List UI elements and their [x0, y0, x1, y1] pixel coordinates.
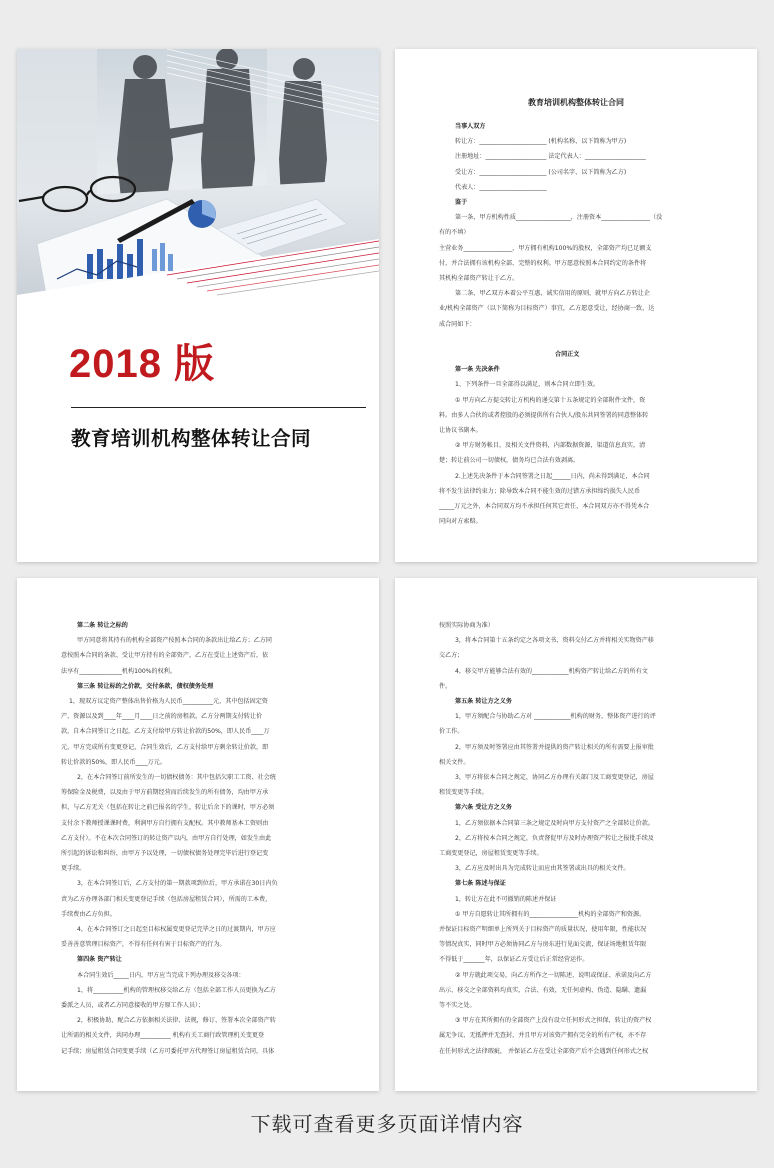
text-line: 2，积极协助、配合乙方依据相关法律、法规，修订、签署本次全部资产转 [77, 1017, 276, 1025]
text-line: 1，乙方须依据本合同第三条之规定及时向甲方支付资产之全部转让价款。 [455, 819, 654, 827]
edition-label: 2018 版 [69, 342, 216, 386]
text-line: ① 甲方自愿转让其所拥有的________________机构的全部资产和资源。 [455, 910, 646, 918]
text-line: 2，甲方须及时签署应由其签署并提供的资产转让相关的所有需要上报审批 [455, 743, 654, 751]
text-line: 属无争议、无抵押并无查封，并且甲方对该资产拥有完全的所有产权，亦不存 [439, 1032, 647, 1040]
contract-title: 教育培训机构整体转让合同 [528, 98, 624, 107]
text-line: 元，甲方完成所有变更登记，合同生效后，乙方支付给甲方剩余转让价款，即 [61, 743, 269, 751]
text-line: 转让方：______________________ (机构名称、以下简称为甲方) [455, 138, 627, 146]
text-line: 所引起的诉讼和纠纷，由甲方予以处理，一切债权债务处理完毕后进行登记变 [61, 850, 269, 857]
section-heading: 第七条 陈述与保证 [455, 880, 506, 888]
text-line: 委派之人员，或者乙方同意接收的甲方原工作人员）； [61, 1002, 205, 1009]
text-line: 1、下列条件一旦全部得以满足，则本合同立即生效。 [455, 381, 600, 389]
text-line: 代表人：______________________ [455, 183, 547, 191]
contract-page-2 [395, 49, 757, 562]
text-line: 4，移交甲方能够合法有效的____________机构资产转让给乙方的所有文 [455, 667, 648, 675]
text-line: 按照实际协商为准） [439, 622, 494, 629]
text-line: 第二条、甲乙双方本着公平互惠、诚实信用的原则，就甲方向乙方转让企 [455, 290, 650, 298]
text-line: 相关文件。 [439, 758, 470, 766]
text-line: 第一条、甲方机构性质__________________，注册资本________________（没 [455, 214, 663, 222]
text-line: 成合同如下： [439, 320, 476, 328]
text-line: 乙方支付）。不在本次合同签订的转让资产以内，由甲方自行处理，如发生由此 [61, 834, 272, 842]
text-line: 等不实之处。 [439, 1002, 476, 1009]
text-line: 不得低于_______年，以保证乙方受让后正常经营运作。 [439, 956, 589, 964]
text-line: 担，与乙方无关（包括在转让之前已报名的学生，转让后余下的课时，甲方必须 [61, 804, 275, 812]
download-hint: 下载可查看更多页面详情内容 [250, 1112, 524, 1136]
text-line: 让所需的相关文件，共同办理__________ 机构有关工商行政管理机关变更登 [61, 1032, 265, 1040]
cover-photo [17, 49, 379, 299]
text-line: 责为乙方办理各部门相关变更登记手续（包括房屋租赁合同），所需的工本费， [61, 895, 272, 903]
text-line: 同向对方索赔。 [439, 518, 482, 526]
section-heading: 第一条 先决条件 [455, 366, 500, 374]
text-line: 甲方同意将其持有的机构全部资产按照本合同的条款出让给乙方；乙方同 [77, 637, 272, 645]
text-line: 1，现双方议定资产整体出售价格为人民币__________元，其中包括固定资 [69, 698, 268, 705]
text-line: 付，并合法拥有该机构全部、完整的权利。甲方愿意按照本合同约定的条件将 [439, 259, 647, 267]
text-line: 支付余下教师授课课时费，利润甲方自行拥有支配权。其中教师基本工资则由 [61, 819, 269, 827]
text-line: 1，将__________机构的管理权移交给乙方（包括全部工作人员更换为乙方 [77, 986, 276, 994]
text-line: 法享有______________机构100%的权利。 [61, 667, 176, 675]
text-line: 4，在本合同签订之日起至目标权属变更登记完毕之日的过渡期内，甲方应 [77, 926, 276, 933]
text-line: 楚；转让前公司一切债权，债务均已合法有效剥离。 [439, 457, 580, 465]
cover-page [17, 49, 379, 562]
text-line: 3，将本合同第十五条约定之各项文书、资料交付乙方并将相关实物资产移 [455, 637, 654, 645]
text-line: 本合同生效后_____日内，甲方应当完成下列办理及移交各项： [77, 971, 245, 979]
section-heading: 第四条 资产转让 [77, 956, 122, 964]
text-line: 工商变更登记，房屋租赁变更等手续。 [439, 850, 543, 857]
text-line: 3，在本合同签订后，乙方支付的第一期款项到位后，甲方承诺在30日内负 [77, 880, 278, 888]
text-line: 主营业务________________，甲方拥有机构100%的股权，全部资产均已足额支 [439, 244, 652, 252]
text-line: 出示、移交之全部资料均真实、合法、有效，无任何虚构、伪造、隐瞒、遗漏 [439, 986, 647, 994]
text-line: 款，自本合同签订之日起，乙方支付给甲方转让价款的50%，即人民币____万 [61, 728, 270, 736]
text-line: ② 甲方财务帐目，及相关文件资料，内部数据资源，渠道信息真实，清 [455, 442, 646, 450]
text-line: 记手续；房屋租赁合同变更手续（乙方可委托甲方代理签订房屋租赁合同，具体 [61, 1047, 275, 1055]
text-line: 2，乙方将按本合同之规定，负责督促甲方及时办理资产转让之报批手续及 [455, 834, 654, 842]
section-heading: 合同正文 [555, 351, 580, 358]
section-heading: 第三条 转让标的之价款，交付条款，债权债务处理 [77, 682, 214, 690]
text-line: 交乙方； [439, 652, 464, 660]
text-line: 价工作。 [439, 728, 464, 736]
text-line: ③ 甲方在其所拥有的全部资产上没有设立任何形式之担保，转让的资产权 [455, 1017, 652, 1025]
cover-photo-illustration [17, 49, 379, 299]
cover-title: 教育培训机构整体转让合同 [71, 427, 312, 450]
text-line: 受让方：______________________ (公司名字、以下简称为乙方) [455, 168, 627, 176]
text-line: 2.上述先决条件于本合同签署之日起______日内，尚未得到满足，本合同 [455, 472, 650, 480]
text-line: _____万元之外，本合同双方均不承担任何其它责任，本合同双方亦不得凭本合 [439, 503, 650, 510]
text-line: 1，转让方在此不可撤销的陈述并保证 [455, 895, 557, 903]
section-heading: 第五条 转让方之义务 [455, 698, 512, 705]
section-heading: 第二条 转让之标的 [77, 622, 128, 629]
text-line: 料。由多人合伙的或者控股的必须提供所有合伙人/股东共同签署的同意整体转 [439, 411, 649, 419]
text-line: 1，甲方须配合与协助乙方对 ____________机构的财务，整体资产进行的评 [455, 713, 656, 721]
text-line: 在任何形式之法律瑕疵， 并保证乙方在受让全部资产后不会遇到任何形式之权 [439, 1047, 649, 1055]
text-line: 将不发生法律约束力；除导致本合同不能生效的过错方承担缔约损失人民币 [439, 487, 641, 495]
text-line: 转让价款的50%，即人民币____万元。 [61, 758, 166, 766]
text-line: 2，在本合同签订前所发生的一切债权债务：其中包括欠职工工资、社会统 [77, 774, 276, 781]
text-line: ① 甲方向乙方提交转让方机构的递交第十五条规定的全部附件文件，资 [455, 396, 646, 404]
text-line: 并保证目标资产明细单上所列关于目标资产的质量状况，使用年限，性能状况 [439, 926, 647, 933]
text-line: 有的不填） [439, 229, 470, 237]
contract-page-4 [395, 578, 757, 1091]
section-heading: 当事人双方 [455, 123, 486, 130]
text-line: 产、资源以及到____年____月____日之前的房租款。乙方分两期支付转让价 [61, 713, 263, 721]
text-line: 租赁变更等手续。 [439, 789, 488, 797]
text-line: 3，乙方应及时出具为完成转让而应由其签署或出具的相关文件。 [455, 865, 630, 873]
text-line: 意按照本合同的条款、受让甲方持有的全部资产，乙方在受让上述资产后，依 [61, 652, 269, 660]
section-heading: 第六条 受让方之义务 [455, 804, 512, 812]
text-line: 3，甲方将依本合同之规定，协同乙方办理有关部门及工商变更登记，房屋 [455, 774, 654, 781]
contract-page-3 [17, 578, 379, 1091]
text-line: 更手续。 [61, 865, 86, 873]
section-heading: 鉴于 [455, 199, 468, 206]
text-line: 筹保险金及税费，以及由于甲方前期经营而后续发生的所有债务，均由甲方承 [61, 789, 269, 797]
cover-divider [71, 407, 366, 408]
text-line: 其机构全部资产转让于乙方。 [439, 275, 519, 282]
text-line: 注册地址：____________________ 法定代表人：____________________ [455, 153, 646, 161]
text-line: 让协议书副本。 [439, 427, 482, 434]
text-line: 妥善善意管理目标资产，不得有任何有害于目标资产的行为。 [61, 941, 226, 949]
text-line: ② 甲方就此项交易，向乙方所作之一切陈述、说明或保证、承诺及向乙方 [455, 971, 652, 979]
text-line: 等情况真实，同时甲方必须协同乙方与房东进行见面交流，保证场地租赁年限 [439, 941, 647, 949]
text-line: 业/机构全部资产（以下简称为目标资产）事宜，乙方愿意受让，经协商一致，达 [439, 305, 655, 313]
text-line: 手续费由乙方负担。 [61, 910, 116, 918]
text-line: 件。 [439, 682, 452, 690]
